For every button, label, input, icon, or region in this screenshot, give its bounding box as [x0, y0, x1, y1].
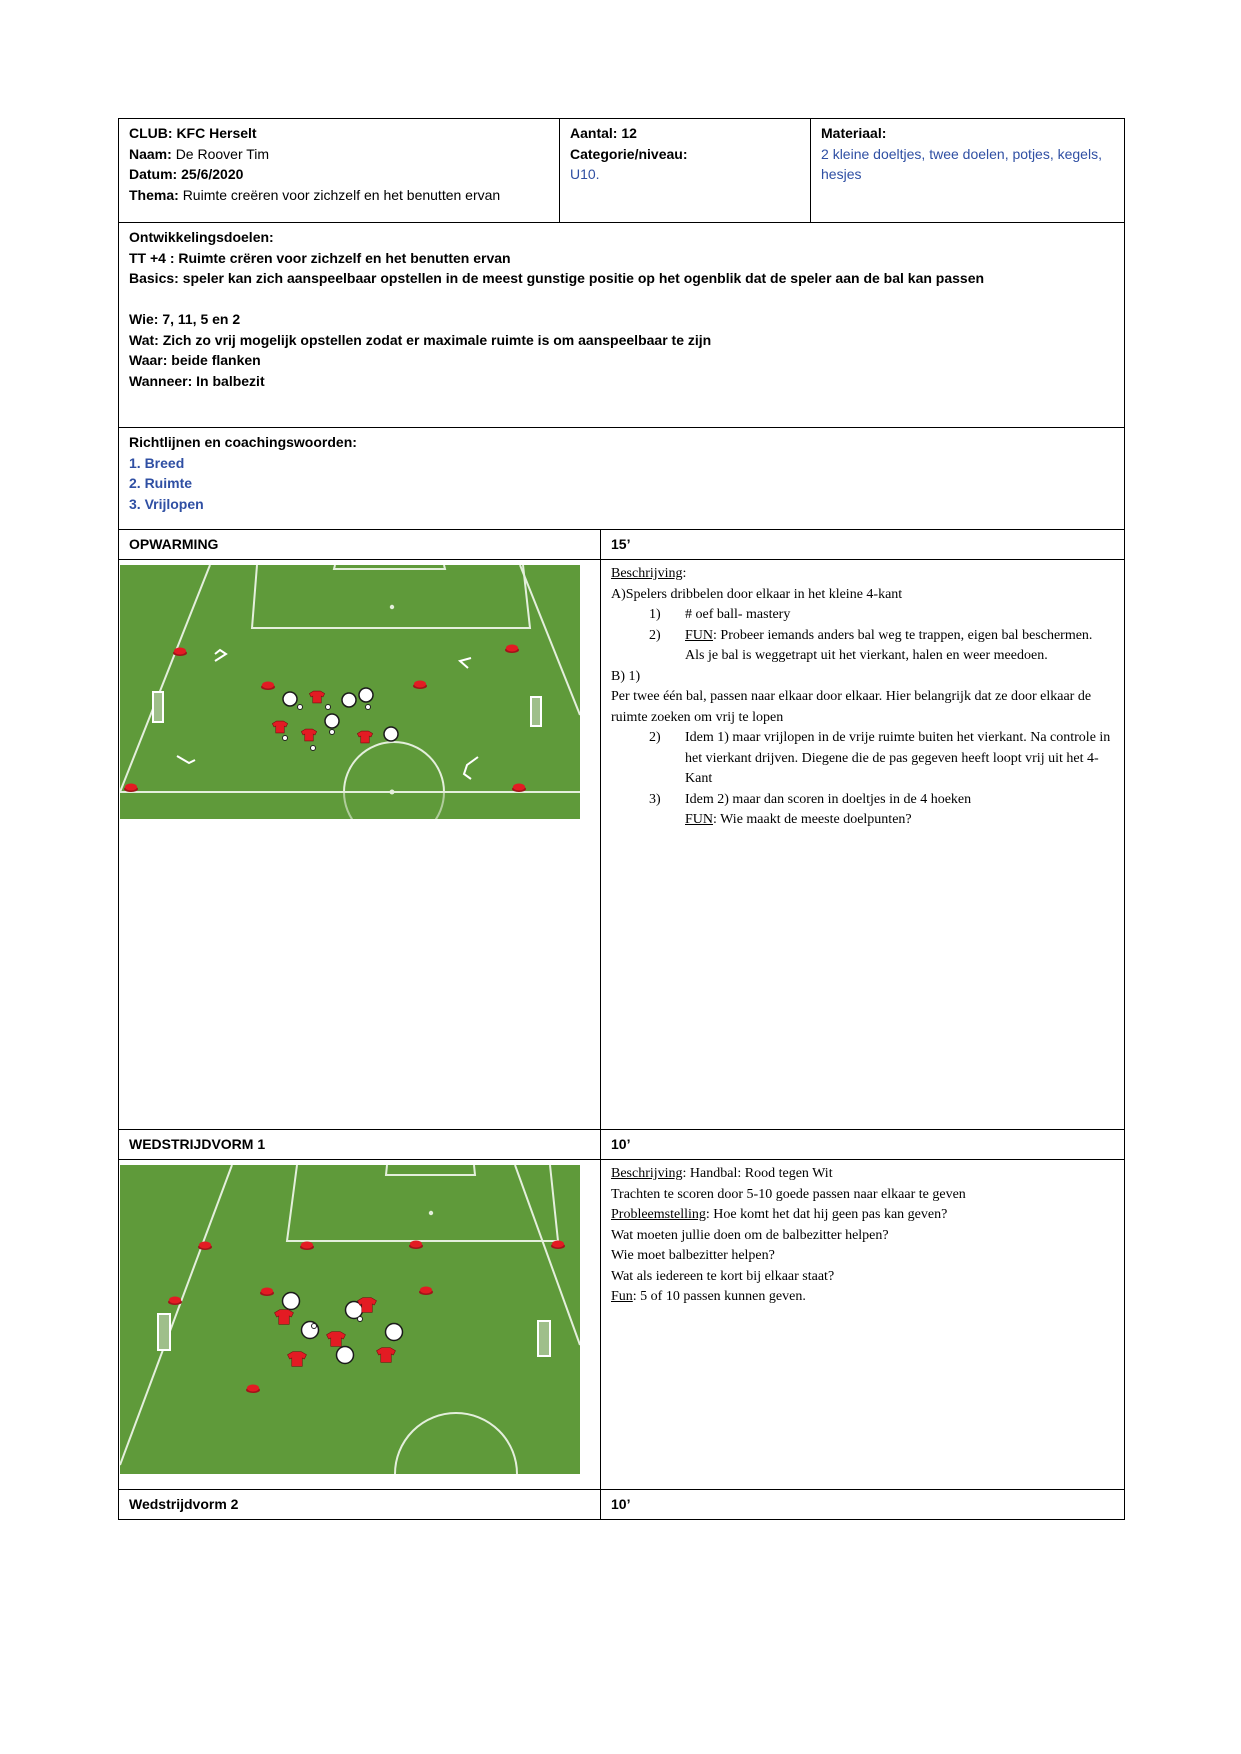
ball [283, 736, 288, 741]
richtlijn-item: 2. Ruimte [129, 475, 193, 491]
ontwikkeling-basics: Basics: speler kan zich aanspeelbaar opstellen in de meest gunstige positie op het ogenblik dat de speler aan de bal kan passen [129, 270, 985, 286]
categorie-value: U10. [570, 166, 600, 182]
ontwikkeling-tt: TT +4 : Ruimte crëren voor zichzelf en het benutten ervan [129, 249, 511, 266]
session-sheet [118, 118, 1124, 1520]
goal-marker [531, 697, 541, 726]
list-text: : Probeer iemands anders bal weg te trappen, eigen bal beschermen. Als je bal is weggetrapt uit het vierkant, halen en weer meedoen. [685, 627, 1093, 663]
white-player [386, 1324, 403, 1341]
datum-value: 25/6/2020 [181, 166, 244, 182]
naam-value: De Roover Tim [175, 145, 270, 162]
wedstrijd1-description-cell [601, 1160, 1125, 1490]
wedstrijd2-title: Wedstrijdvorm 2 [119, 1490, 601, 1520]
white-player [283, 692, 297, 706]
richtlijn-item: 1. Breed [129, 454, 185, 471]
club-label: CLUB: [129, 125, 173, 141]
fun-label: FUN [685, 812, 714, 827]
wedstrijd1-pitch-diagram [120, 1165, 580, 1474]
aantal-cell [560, 119, 811, 223]
ball [312, 1324, 317, 1329]
list-text: Idem 1) maar vrijlopen in de vrije ruimte buiten het vierkant. Na controle in het vierkant drijven. Diegene die de pas gegeven heeft loopt vrij uit het 4-Kant [685, 730, 1111, 786]
ball [298, 705, 303, 710]
materiaal-value: 2 kleine doeltjes, twee doelen, potjes, kegels, hesjes [821, 145, 1102, 182]
opwarming-b1-text: Per twee één bal, passen naar elkaar door elkaar. Hier belangrijk dat ze door elkaar de ruimte zoeken om vrij te lopen [611, 689, 1092, 725]
ball [330, 730, 335, 735]
ontwikkeling-wat: Wat: Zich zo vrij mogelijk opstellen zodat er maximale ruimte is om aanspeelbaar te zijn [129, 331, 712, 348]
ontwikkeling-wie: Wie: 7, 11, 5 en 2 [129, 311, 241, 327]
ontwikkeling-row [119, 223, 1125, 428]
materiaal-cell [811, 119, 1125, 223]
header-row [119, 119, 1125, 223]
white-player [359, 688, 373, 702]
fun-text: : Wie maakt de meeste doelpunten? [713, 812, 912, 827]
ball [311, 746, 316, 751]
ontwikkeling-waar: Waar: beide flanken [129, 352, 261, 368]
white-player [283, 1293, 300, 1310]
fun-label: FUN [685, 627, 714, 643]
wedstrijd2-duration: 10’ [601, 1490, 1125, 1520]
opwarming-duration: 15’ [601, 530, 1125, 560]
ontwikkeling-title: Ontwikkelingsdoelen: [129, 229, 274, 245]
thema-value: Ruimte creëren voor zichzelf en het benutten ervan [182, 186, 501, 203]
opwarming-b-intro: B) 1) [611, 668, 641, 684]
white-player [325, 714, 339, 728]
aantal-value: 12 [621, 125, 637, 141]
list-number: 3) [649, 791, 661, 807]
opwarming-description-cell [601, 560, 1125, 1130]
list-text: Idem 2) maar dan scoren in doeltjes in de 4 hoeken [685, 791, 972, 807]
opwarming-b3-fun [611, 810, 1114, 831]
opwarming-pitch-diagram [120, 565, 580, 819]
goal-marker [153, 692, 163, 722]
white-player [384, 727, 398, 741]
list-text: # oef ball- mastery [685, 607, 791, 622]
richtlijnen-row [119, 428, 1125, 530]
wedstrijd1-header-row [119, 1130, 1125, 1160]
white-player [342, 693, 356, 707]
list-number: 2) [649, 730, 661, 745]
wedstrijd1-diagram-cell [119, 1160, 601, 1490]
opwarming-diagram-cell [119, 560, 601, 1130]
wedstrijd1-line2: Trachten te scoren door 5-10 goede passen naar elkaar te geven [611, 1186, 966, 1202]
white-player [337, 1347, 354, 1364]
categorie-label: Categorie/niveau: [570, 145, 688, 162]
naam-label: Naam: [129, 145, 172, 162]
wedstrijd1-beschrijving-label: Beschrijving [611, 1166, 683, 1181]
ontwikkeling-cell [119, 223, 1125, 428]
fun-label: Fun [611, 1289, 633, 1304]
wedstrijd1-question: Wat moeten jullie doen om de balbezitter helpen? [611, 1227, 889, 1243]
list-number: 1) [649, 607, 661, 622]
opwarming-beschrijving-colon: : [682, 566, 687, 581]
richtlijnen-title: Richtlijnen en coachingswoorden: [129, 434, 357, 450]
probleemstelling-label: Probleemstelling [611, 1207, 706, 1222]
fun-text: : 5 of 10 passen kunnen geven. [632, 1289, 806, 1304]
wedstrijd1-content-row [119, 1160, 1125, 1490]
goal-marker [158, 1314, 170, 1350]
ball [366, 705, 371, 710]
opwarming-content-row [119, 560, 1125, 1130]
ontwikkeling-wanneer: Wanneer: In balbezit [129, 372, 265, 389]
thema-label: Thema: [129, 186, 179, 203]
opwarming-b2-item [611, 728, 1114, 790]
ball [358, 1317, 363, 1322]
club-value: KFC Herselt [176, 125, 257, 141]
opwarming-a-intro: A)Spelers dribbelen door elkaar in het kleine 4-kant [611, 586, 903, 602]
datum-label: Datum: [129, 166, 178, 182]
session-table [118, 118, 1125, 1520]
aantal-label: Aantal: [570, 125, 618, 141]
wedstrijd2-header-row [119, 1490, 1125, 1520]
wedstrijd1-duration: 10’ [601, 1130, 1125, 1160]
goal-marker [538, 1321, 550, 1356]
richtlijnen-cell [119, 428, 1125, 530]
richtlijn-item: 3. Vrijlopen [129, 495, 204, 512]
opwarming-b3-item [611, 790, 1114, 811]
list-number: 2) [649, 627, 661, 643]
opwarming-a1-item [611, 605, 1114, 626]
materiaal-label: Materiaal: [821, 125, 887, 141]
wedstrijd1-beschrijving-text: : Handbal: Rood tegen Wit [682, 1166, 833, 1181]
ball [326, 705, 331, 710]
probleemstelling-text: : Hoe komt het dat hij geen pas kan geven? [705, 1207, 948, 1222]
wedstrijd1-question: Wat als iedereen te kort bij elkaar staat? [611, 1268, 835, 1284]
club-info-cell [119, 119, 560, 223]
opwarming-header-row [119, 530, 1125, 560]
wedstrijd1-question: Wie moet balbezitter helpen? [611, 1248, 775, 1263]
wedstrijd1-title: WEDSTRIJDVORM 1 [119, 1130, 601, 1160]
opwarming-a2-item [611, 626, 1114, 667]
opwarming-beschrijving-label: Beschrijving [611, 566, 683, 581]
opwarming-title: OPWARMING [119, 530, 601, 560]
